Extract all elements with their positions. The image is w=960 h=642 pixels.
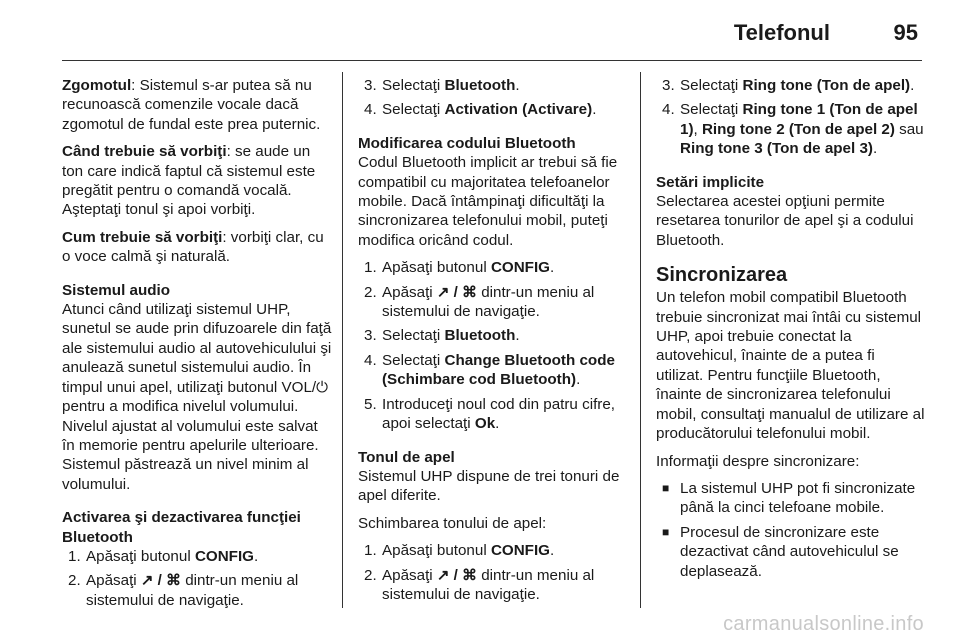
list-item: 4. Selectaţi Activation (Activare). [364, 101, 597, 119]
noise-text: : Sistemul s-ar putea să nu recunoască comenzile vocale dacă zgomotul de fundal este prea puternic. [62, 77, 321, 133]
column-divider-1 [342, 72, 343, 608]
code-steps [358, 258, 626, 433]
list-item: 4. Selectaţi Change Bluetooth code (Schimbare cod Bluetooth). [364, 351, 615, 389]
default-paragraph: Selectarea acestei opţiuni permite resetarea tonurilor de apel şi a codului Bluetooth. [656, 193, 914, 249]
header-divider [62, 60, 922, 61]
activation-steps-cont [358, 76, 626, 120]
code-heading: Modificarea codului Bluetooth [358, 134, 576, 152]
ring-steps [358, 541, 626, 604]
page-title: Telefonul [733, 20, 830, 45]
ring-paragraph: Sistemul UHP dispune de trei tonuri de apel diferite. [358, 467, 620, 505]
list-item: ■ Procesul de sincronizare este dezactivat când autovehiculul se deplasează. [662, 523, 899, 580]
list-item: 1. Apăsaţi butonul CONFIG. [364, 259, 555, 277]
noise-term: Zgomotul [62, 77, 132, 94]
activation-heading: Activarea şi dezactivarea funcţiei Bluetooth [62, 509, 301, 546]
code-paragraph: Codul Bluetooth implicit ar trebui să fie compatibil cu majoritatea telefoanelor mobile. Dacă întâmpinaţi dificultăţi la sincronizarea telefonului mobil, puteţi modifica oricând codul. [358, 154, 618, 249]
list-item: 2. Apăsaţi ↗ / ⌘ dintr-un meniu al sistemului de navigaţie. [364, 566, 595, 603]
change-paragraph: Schimbarea tonului de apel: [358, 514, 547, 532]
ring-heading: Tonul de apel [358, 448, 455, 466]
activation-steps [62, 547, 332, 610]
bullet-icon: ■ [662, 480, 670, 495]
list-item: ■ La sistemul UHP pot fi sincronizate până la cinci telefoane mobile. [662, 479, 916, 517]
how-text: : vorbiţi clar, cu o voce calmă şi naturală. [62, 228, 324, 266]
list-item: 4. Selectaţi Ring tone 1 (Ton de apel 1), Ring tone 2 (Ton de apel 2) sau Ring tone 3 (Ton de apel 3). [662, 101, 924, 158]
list-item: 1. Apăsaţi butonul CONFIG. [68, 547, 259, 565]
audio-paragraph [62, 300, 332, 494]
default-heading: Setări implicite [656, 173, 765, 191]
info-paragraph: Informaţii despre sincronizare: [656, 452, 860, 470]
list-item: 3. Selectaţi Bluetooth. [364, 327, 520, 345]
sync-bullets [656, 479, 926, 581]
audio-heading: Sistemul audio [62, 281, 171, 299]
sync-heading: Sincronizarea [656, 264, 788, 287]
column-3 [656, 76, 926, 589]
list-item: 1. Apăsaţi butonul CONFIG. [364, 542, 555, 560]
list-item: 5. Introduceţi noul cod din patru cifre, apoi selectaţi Ok. [364, 395, 616, 433]
bullet-icon: ■ [662, 524, 670, 539]
column-divider-2 [640, 72, 641, 608]
how-term: Cum trebuie să vorbiţi [62, 228, 223, 246]
audio-text-b: pentru a modifica nivelul volumului. Nivelul ajustat al volumului este salvat în memorie pentru apelurile ulterioare. Sistemul păstrează un nivel minim al volumului. [62, 398, 319, 493]
phone-menu-icon: ↗ / ⌘ [436, 566, 477, 584]
config-label: CONFIG [194, 547, 254, 565]
list-item: 3. Selectaţi Bluetooth. [364, 77, 520, 94]
column-1 [62, 76, 332, 618]
how-paragraph [62, 228, 332, 267]
list-item: 2. Apăsaţi ↗ / ⌘ dintr-un meniu al sistemului de navigaţie. [68, 572, 299, 609]
list-item: 3. Selectaţi Ring tone (Ton de apel). [662, 77, 915, 94]
when-paragraph [62, 142, 332, 220]
audio-text-a: Atunci când utilizaţi sistemul UHP, sunetul se aude prin difuzoarele din faţă ale sistemului audio al autovehiculului şi anulează sunetul sistemului audio. În timpul unui apel, utilizaţi butonul VOL/ [62, 301, 332, 396]
sync-paragraph: Un telefon mobil compatibil Bluetooth trebuie sincronizat mai întâi cu sistemul UHP, apoi trebuie conectat la autovehicul, înainte de a putea fi utilizat. Pentru funcţiile Bluetooth, înainte de sincronizarea telefonului mobil, consultaţi manualul de utilizare al producătorului telefonului mobil. [656, 289, 925, 443]
noise-paragraph [62, 76, 332, 134]
power-icon: ⏻ [316, 378, 328, 396]
when-text: : se aude un ton care indică faptul că sistemul este pregătit pentru o comandă vocală. Aşteptaţi tonul şi apoi vorbiţi. [62, 143, 316, 219]
watermark: carmanualsonline.info [723, 613, 924, 635]
when-term: Când trebuie să vorbiţi [62, 143, 227, 161]
phone-menu-icon: ↗ / ⌘ [436, 283, 477, 301]
list-item: 2. Apăsaţi ↗ / ⌘ dintr-un meniu al sistemului de navigaţie. [364, 283, 595, 321]
page-number: 95 [893, 20, 918, 45]
column-2 [358, 76, 626, 612]
phone-menu-icon: ↗ / ⌘ [140, 572, 181, 590]
ring-steps-cont [656, 76, 926, 159]
